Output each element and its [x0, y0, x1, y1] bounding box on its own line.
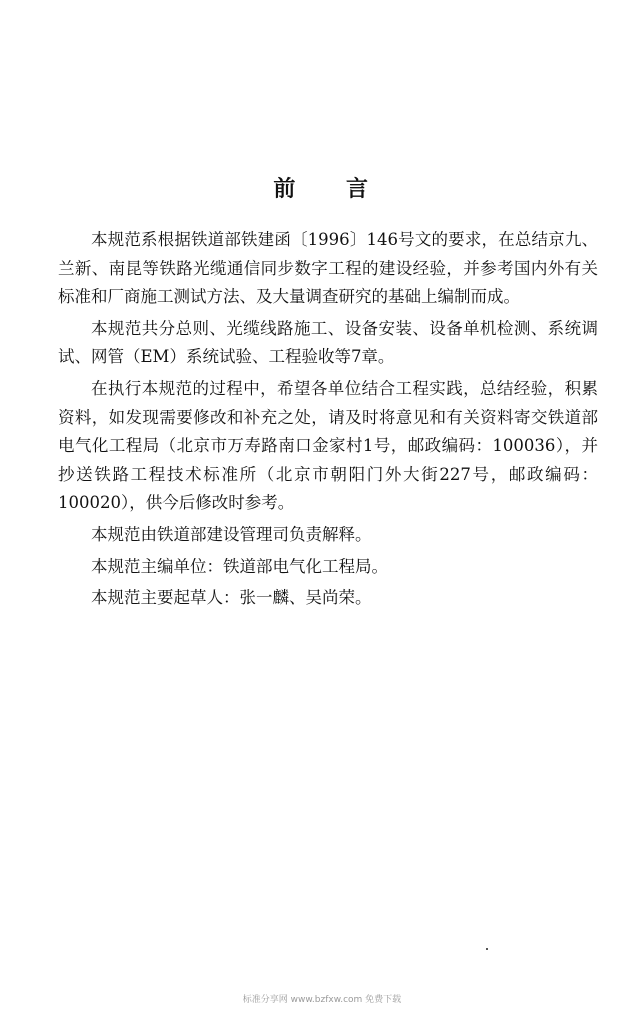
- page-title: [0, 172, 644, 203]
- page-title-char-1: 前: [273, 176, 298, 202]
- footer-watermark: 标准分享网 www.bzfxw.com 免费下载: [242, 995, 402, 1005]
- page-title-char-2: 言: [346, 176, 371, 202]
- paragraph-chapters: 本规范共分总则、光缆线路施工、设备安装、设备单机检测、系统调试、网管（EM）系统试验、工程验收等7章。: [58, 318, 598, 367]
- scan-dot: [486, 948, 488, 950]
- paragraph-chief-editor: 本规范主编单位：铁道部电气化工程局。: [91, 556, 388, 576]
- preface-body: [58, 226, 598, 616]
- paragraph-drafters: 本规范主要起草人：张一麟、吴尚荣。: [91, 588, 372, 608]
- paragraph-interpretation: 本规范由铁道部建设管理司负责解释。: [91, 524, 372, 544]
- paragraph-feedback: 在执行本规范的过程中，希望各单位结合工程实践，总结经验，积累资料，如发现需要修改和补充之处，请及时将意见和有关资料寄交铁道部电气化工程局（北京市万寿路南口金家村1号，邮政编码：100036），并抄送铁路工程技术标准所（北京市朝阳门外大街227号，邮政编码：100020），供今后修改时参考。: [58, 378, 598, 513]
- paragraph-basis: 本规范系根据铁道部铁建函〔1996〕146号文的要求，在总结京九、兰新、南昆等铁路光缆通信同步数字工程的建设经验，并参考国内外有关标准和厂商施工测试方法、及大量调查研究的基础上编制而成。: [58, 230, 598, 307]
